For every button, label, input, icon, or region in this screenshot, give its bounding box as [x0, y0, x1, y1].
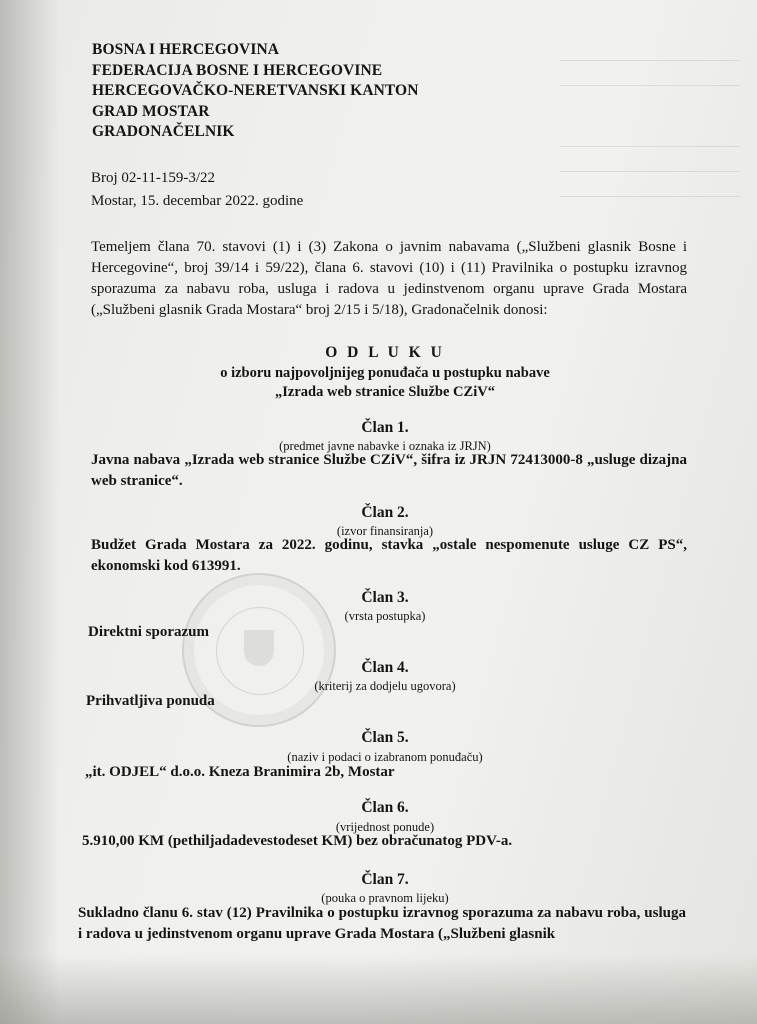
page-shadow-bottom: [0, 954, 757, 1024]
article-7-title: Član 7.: [361, 871, 409, 888]
article-4-title: Član 4.: [361, 659, 409, 676]
article-3-text: Direktni sporazum: [88, 624, 209, 640]
decision-subtitle: [85, 364, 685, 402]
article-7-text: Sukladno članu 6. stav (12) Pravilnika o postupku izravnog sporazuma za nabavu roba, usluga i radova u jedinstvenom organu uprave Grada Mostara („Službeni glasnik: [78, 905, 686, 942]
article-7-subtitle: (pouka o pravnom lijeku): [321, 891, 449, 905]
article-4-subtitle: (kriterij za dodjelu ugovora): [314, 679, 456, 693]
article-3-subtitle: (vrsta postupka): [344, 609, 426, 623]
header-line-country: BOSNA I HERCEGOVINA: [92, 41, 280, 58]
header-line-federation: FEDERACIJA BOSNE I HERCEGOVINE: [92, 61, 383, 79]
article-6-title: Član 6.: [361, 799, 409, 816]
article-4-text: Prihvatljiva ponuda: [86, 693, 215, 709]
place-date: Mostar, 15. decembar 2022. godine: [91, 193, 304, 209]
decision-subtitle-line-1: o izboru najpovoljnijeg ponuđača u postupku nabave: [220, 365, 550, 381]
article-6-text: 5.910,00 KM (pethiljadadevestodeset KM) bez obračunatog PDV-a.: [82, 833, 513, 849]
article-3-title: Član 3.: [361, 589, 409, 606]
article-5-text: „it. ODJEL“ d.o.o. Kneza Branimira 2b, Mostar: [85, 764, 395, 780]
article-5-title: Član 5.: [361, 729, 409, 746]
article-2-title: Član 2.: [361, 504, 409, 521]
header-line-city: GRAD MOSTAR: [92, 102, 210, 120]
article-2-subtitle: (izvor finansiranja): [336, 524, 434, 538]
article-6-subtitle: (vrijednost ponude): [335, 820, 435, 834]
article-1-text: Javna nabava „Izrada web stranice Službe CZiV“, šifra iz JRJN 72413000-8 „usluge dizajna web stranice“.: [91, 452, 687, 489]
document-header: [92, 40, 419, 143]
header-line-canton: HERCEGOVAČKO-NERETVANSKI KANTON: [92, 82, 419, 99]
decision-title: O D L U K U: [325, 344, 445, 361]
article-1-subtitle: (predmet javne nabavke i oznaka iz JRJN): [279, 439, 491, 453]
article-5-subtitle: (naziv i podaci o izabranom ponuđaču): [287, 750, 483, 764]
article-2-text: Budžet Grada Mostara za 2022. godinu, stavka „ostale nespomenute usluge CZ PS“, ekonomski kod 613991.: [91, 537, 687, 574]
header-line-office: GRADONAČELNIK: [92, 123, 235, 140]
reference-number: Broj 02-11-159-3/22: [91, 170, 216, 186]
intro-paragraph: Temeljem člana 70. stavovi (1) i (3) Zakona o javnim nabavama („Službeni glasnik Bosne i Hercegovine“, broj 39/14 i 59/22), člana 6. stavovi (10) i (11) Pravilnika o postupku izravnog sporazuma za nabavu roba, usluga i radova u jedinstvenom organu uprave Grada Mostara („Službeni glasnik Grada Mostara“ broj 2/15 i 5/18), Gradonačelnik donosi:: [91, 239, 687, 318]
article-1-title: Član 1.: [361, 419, 409, 436]
decision-subtitle-line-2: „Izrada web stranice Službe CZiV“: [275, 384, 495, 400]
page-shadow-left: [0, 0, 60, 1024]
